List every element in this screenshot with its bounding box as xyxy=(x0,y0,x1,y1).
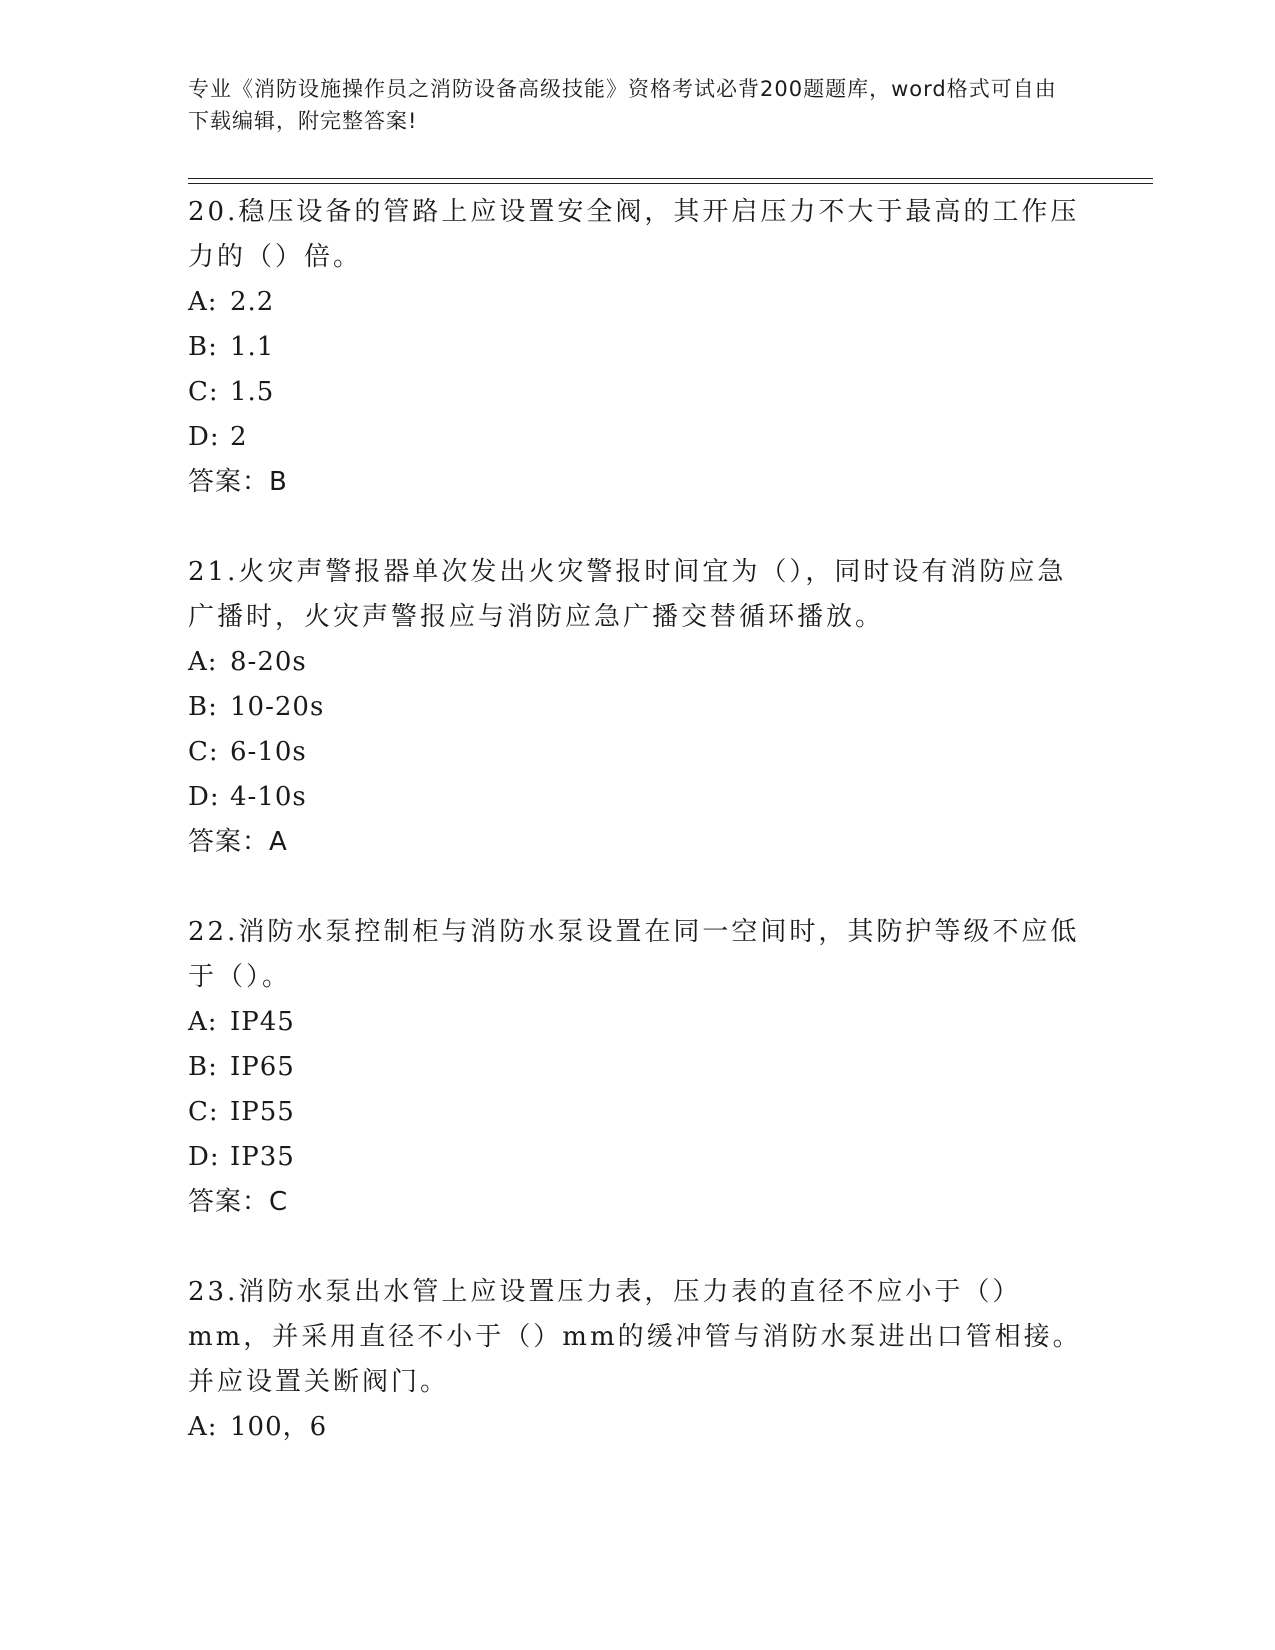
question-21 xyxy=(188,550,1088,865)
option-letter: A: xyxy=(188,287,218,317)
option-c xyxy=(188,370,1088,415)
document-header: 专业《消防设施操作员之消防设备高级技能》资格考试必背200题题库，word格式可自由下载编辑，附完整答案! xyxy=(188,77,1057,133)
option-text: 8-20s xyxy=(230,647,307,677)
option-letter: B: xyxy=(188,332,218,362)
option-letter: D: xyxy=(188,1142,220,1172)
option-letter: A: xyxy=(188,647,218,677)
option-text: 1.1 xyxy=(230,332,275,362)
option-letter: B: xyxy=(188,1052,218,1082)
question-stem: 23.消防水泵出水管上应设置压力表，压力表的直径不应小于（）mm，并采用直径不小于（）mm的缓冲管与消防水泵进出口管相接。并应设置关断阀门。 xyxy=(188,1277,1082,1397)
option-letter: C: xyxy=(188,737,219,767)
option-letter: A: xyxy=(188,1007,218,1037)
option-text: IP35 xyxy=(230,1142,295,1172)
option-text: 6-10s xyxy=(230,737,307,767)
option-a xyxy=(188,280,1088,325)
option-text: IP55 xyxy=(230,1097,295,1127)
answer-line: 答案：B xyxy=(188,467,288,497)
option-letter: C: xyxy=(188,1097,219,1127)
option-letter: C: xyxy=(188,377,219,407)
option-letter: A: xyxy=(188,1412,218,1442)
option-b xyxy=(188,325,1088,370)
option-a xyxy=(188,1000,1088,1045)
question-stem: 21.火灾声警报器单次发出火灾警报时间宜为（），同时设有消防应急广播时，火灾声警报应与消防应急广播交替循环播放。 xyxy=(188,557,1067,632)
option-text: 1.5 xyxy=(230,377,275,407)
option-a xyxy=(188,1405,1088,1450)
option-text: IP45 xyxy=(230,1007,295,1037)
option-b xyxy=(188,1045,1088,1090)
answer-line: 答案：C xyxy=(188,1187,289,1217)
option-b xyxy=(188,685,1088,730)
question-20 xyxy=(188,190,1088,505)
option-d xyxy=(188,1135,1088,1180)
option-text: 2 xyxy=(230,422,248,452)
option-text: 100，6 xyxy=(230,1412,328,1442)
option-text: IP65 xyxy=(230,1052,295,1082)
option-a xyxy=(188,640,1088,685)
option-letter: D: xyxy=(188,422,220,452)
question-list xyxy=(188,190,1088,1495)
option-text: 4-10s xyxy=(230,782,307,812)
option-letter: B: xyxy=(188,692,218,722)
option-c xyxy=(188,730,1088,775)
question-22 xyxy=(188,910,1088,1225)
question-23 xyxy=(188,1270,1088,1450)
header-divider-bottom xyxy=(188,183,1153,184)
option-text: 10-20s xyxy=(230,692,325,722)
option-c xyxy=(188,1090,1088,1135)
answer-line: 答案：A xyxy=(188,827,288,857)
option-text: 2.2 xyxy=(230,287,275,317)
header-divider-top xyxy=(188,178,1153,179)
option-d xyxy=(188,415,1088,460)
question-stem: 22.消防水泵控制柜与消防水泵设置在同一空间时，其防护等级不应低于（）。 xyxy=(188,917,1080,992)
option-d xyxy=(188,775,1088,820)
option-letter: D: xyxy=(188,782,220,812)
question-stem: 20.稳压设备的管路上应设置安全阀，其开启压力不大于最高的工作压力的（）倍。 xyxy=(188,197,1080,272)
